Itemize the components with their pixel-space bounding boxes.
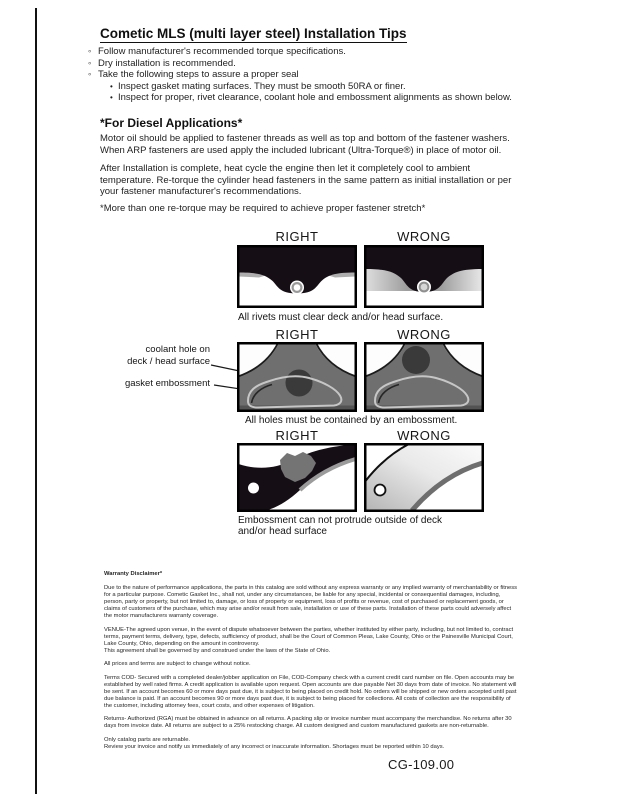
rivet-caption: All rivets must clear deck and/or head surface. [238,312,444,323]
coolant-hole-icon [402,346,430,374]
wrong-label: WRONG [397,229,451,244]
installation-tips-list [88,46,528,104]
bullet-icon: ◦ [88,46,92,57]
wrong-label: WRONG [397,327,451,342]
left-margin-rule [35,8,37,794]
document-code: CG-109.00 [388,757,455,772]
bolt-hole-icon [375,485,386,496]
page-title: Cometic MLS (multi layer steel) Installation Tips [100,26,407,41]
callout-line: coolant hole on [145,344,210,355]
rivet-wrong-diagram [364,245,484,308]
tip-item [88,46,528,58]
disclaimer-prices: All prices and terms are subject to change without notice. [104,661,251,667]
embossment-caption [238,515,498,537]
disclaimer-terms: Terms COD- Secured with a completed dealer/jobber application on File, COD-Company check with a current credit card number on file. Open accounts may be established by well rated firms. A credit application is available upon request. Open accounts are due payable Net 30 days from date of invoice. No statement will be sent. If an account becomes 60 or more days past due, it is subject to being placed on credit hold. No orders will be shipped or new orders accepted until past due balance is paid. If an account becomes 90 or more days past due, it is subject to being placed for collections. All costs of collection are the responsibility of the customer, including attorney fees, court costs, and other expenses of litigation. [104,674,517,709]
disclaimer-liability: Due to the nature of performance applications, the parts in this catalog are sold without any express warranty or any implied warranty of merchantability or fitness for a particular purpose. Cometic Gasket Inc., shall not, under any circumstances, be liable for any special, incidental or consequential damages, including, person, party or property, but not limited to, damage, or loss of property or equipment, loss of profits or revenue, cost of purchased or replacement goods, or claims of customers of the purchase, which may arise and/or result from sale, installation or use of these parts. Installation of these parts could adversely affect the motor manufacturers warranty coverage. [104,585,518,619]
diesel-heading: *For Diesel Applications* [100,116,243,130]
tip-item [88,69,528,81]
disclaimer-returns: Returns- Authorized (RGA) must be obtained in advance on all returns. A packing slip or invoice number must accompany the merchandise. No returns after 30 days from invoice date. All returns are subject to a 25% restocking charge. All custom designed and custom manufactured gaskets are non-returnable. [104,716,512,729]
right-label: RIGHT [275,229,319,244]
rivet-ring-icon [420,283,429,292]
embossment-right-illustration [237,443,357,512]
disclaimer-review: Review your invoice and notify us immediately of any incorrect or inaccurate information. Shortages must be reported within 10 days. [104,743,445,750]
tip-text: Inspect for proper, rivet clearance, coolant hole and embossment alignments as shown below. [118,92,512,104]
bullet-icon: ◦ [88,69,92,81]
right-label: RIGHT [275,428,319,443]
rivet-right-illustration [237,245,357,308]
wrong-label: WRONG [397,428,451,443]
disclaimer-catalog-only: Only catalog parts are returnable. [104,736,191,743]
disclaimer-heading: Warranty Disclaimer* [104,571,163,577]
coolant-hole-icon [286,370,313,397]
tip-subitem [88,81,528,93]
disclaimer-governing: This agreement shall be governed by and construed under the laws of the State of Ohio. [104,647,331,654]
caption-line: Embossment can not protrude outside of deck [238,515,443,526]
holes-wrong-illustration [364,342,484,412]
bullet-icon: ◦ [88,57,92,69]
caption-line: and/or head surface [238,526,327,537]
gasket-embossment-callout: gasket embossment [124,378,210,389]
sub-bullet-icon: • [110,81,113,91]
holes-right-diagram [237,342,357,412]
diesel-paragraph-1: Motor oil should be applied to fastener threads as well as top and bottom of the fastener washers. When ARP fasteners are used apply the included lubricant (Ultra-Torque®) in place of motor oil. [100,133,510,156]
tip-text: Inspect gasket mating surfaces. They must be smooth 50RA or finer. [118,80,406,92]
rivet-wrong-illustration [364,245,484,308]
embossment-wrong-diagram [364,443,484,512]
callout-line: deck / head surface [127,355,210,367]
retorque-note: *More than one re-torque may be required to achieve proper fastener stretch* [100,203,426,214]
sub-bullet-icon: • [110,93,113,103]
tip-text: Take the following steps to assure a proper seal [98,69,299,81]
tip-subitem [88,92,528,104]
holes-right-illustration [237,342,357,412]
rivet-ring-icon [293,283,302,292]
diesel-paragraph-2: After Installation is complete, heat cycle the engine then let it completely cool to ambient temperature. Re-torque the cylinder head fasteners in the same pattern as initial installation or per your fastener manufacturer's recommendations. [100,163,512,198]
embossment-wrong-illustration [364,443,484,512]
disclaimer-venue: VENUE-The agreed upon venue, in the event of dispute whatsoever between the parties, whether instituted by either party, including, but not limited to, contract terms, payment terms, delivery, type, defects, sufficiency of product, shall be the Court of Common Pleas, Lake County, Ohio or the Painesville Municipal Court, Lake County, Ohio, depending on the amount in controversy. [104,626,514,647]
holes-caption: All holes must be contained by an embossment. [245,415,458,426]
rivet-right-diagram [237,245,357,308]
holes-wrong-diagram [364,342,484,412]
coolant-hole-callout [60,344,210,367]
tip-text: Dry installation is recommended. [98,57,236,69]
embossment-right-diagram [237,443,357,512]
warranty-disclaimer [104,571,518,757]
tip-item [88,58,528,70]
right-label: RIGHT [275,327,319,342]
bolt-hole-icon [248,483,259,494]
tip-text: Follow manufacturer's recommended torque specifications. [98,46,346,57]
